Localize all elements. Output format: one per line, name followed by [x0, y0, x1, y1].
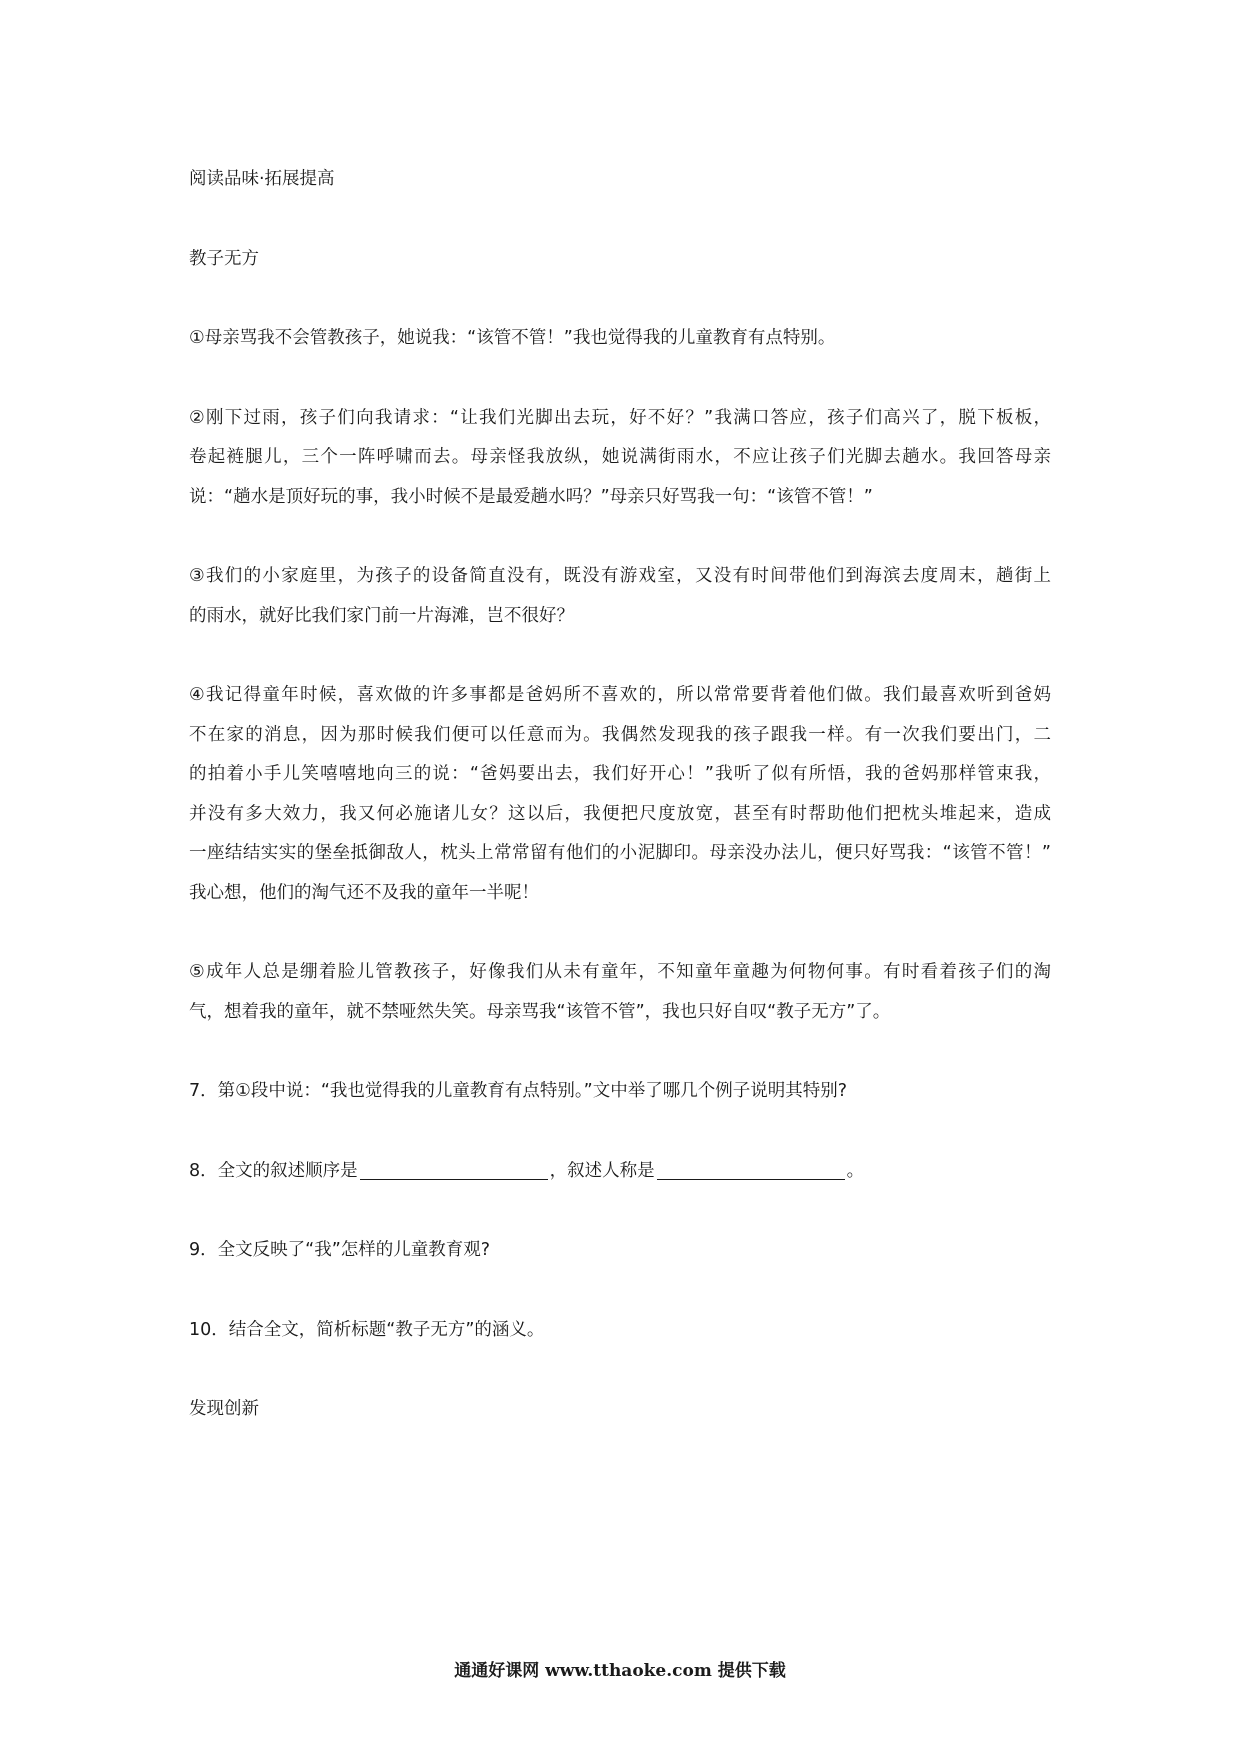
- paragraph-4: [189, 676, 1051, 913]
- footer-site-name: 通通好课网: [454, 1661, 540, 1681]
- footer-url: www.tthaoke.com: [545, 1661, 712, 1681]
- paragraph-line: 我心想，他们的淘气还不及我的童年一半呢！: [189, 882, 539, 903]
- paragraph-3: [189, 557, 1051, 636]
- paragraph-5: [189, 953, 1051, 1032]
- paragraph-line: ①母亲骂我不会管教孩子，她说我：“该管不管！”我也觉得我的儿童教育有点特别。: [189, 328, 836, 348]
- question-9: 9．全文反映了“我”怎样的儿童教育观?: [189, 1240, 491, 1260]
- paragraph-line: 说：“趟水是顶好玩的事，我小时候不是最爱趟水吗？”母亲只好骂我一句：“该管不管！”: [189, 486, 873, 507]
- footer-suffix: 提供下载: [717, 1661, 786, 1681]
- answer-blank-order[interactable]: [360, 1157, 548, 1180]
- paragraph-line: ④我记得童年时候，喜欢做的许多事都是爸妈所不喜欢的，所以常常要背着他们做。我们最喜欢听到爸妈: [189, 685, 1051, 705]
- paragraph-line: 卷起裢腿儿，三个一阵呼啸而去。母亲怪我放纵，她说满街雨水，不应让孩子们光脚去趟水。我回答母亲: [189, 447, 1051, 467]
- question-8-suffix: 。: [846, 1160, 865, 1181]
- closing-header: 发现创新: [189, 1399, 259, 1419]
- paragraph-line: ③我们的小家庭里，为孩子的设备简直没有，既没有游戏室，又没有时间带他们到海滨去度周末，趟街上: [189, 566, 1051, 586]
- paragraph-line: 一座结结实实的堡垒抵御敌人，枕头上常常留有他们的小泥脚印。母亲没办法儿，便只好骂我：“该管不管！”: [189, 843, 1051, 863]
- question-10: 10．结合全文，简析标题“教子无方”的涵义。: [189, 1319, 545, 1340]
- question-8: [189, 1152, 1051, 1192]
- paragraph-2: [189, 399, 1051, 518]
- paragraph-line: ②刚下过雨，孩子们向我请求：“让我们光脚出去玩，好不好？”我满口答应，孩子们高兴了，脱下板板，: [189, 407, 1051, 428]
- question-8-prefix: 8．全文的叙述顺序是: [189, 1160, 358, 1181]
- paragraph-line: 的拍着小手儿笑嘻嘻地向三的说：“爸妈要出去，我们好开心！”我听了似有所悟，我的爸妈那样管束我，: [189, 764, 1051, 784]
- paragraph-line: ⑤成年人总是绷着脸儿管教孩子，好像我们从未有童年，不知童年童趣为何物何事。有时看着孩子们的淘: [189, 962, 1051, 982]
- paragraph-line: 不在家的消息，因为那时候我们便可以任意而为。我偶然发现我的孩子跟我一样。有一次我们要出门，二: [189, 724, 1051, 745]
- article-title: 教子无方: [189, 248, 259, 269]
- question-7: 7．第①段中说：“我也觉得我的儿童教育有点特别。”文中举了哪几个例子说明其特别?: [189, 1081, 847, 1101]
- paragraph-line: 气，想着我的童年，就不禁哑然失笑。母亲骂我“该管不管”，我也只好自叹“教子无方”了。: [189, 1001, 891, 1022]
- section-header: 阅读品味·拓展提高: [189, 169, 335, 189]
- question-8-middle: ，叙述人称是: [549, 1160, 655, 1181]
- document-body: [189, 160, 1051, 1430]
- paragraph-1: [189, 319, 1051, 359]
- paragraph-line: 并没有多大效力，我又何必施诸儿女？这以后，我便把尺度放宽，甚至有时帮助他们把枕头堆起来，造成: [189, 803, 1051, 824]
- questions-section: [189, 1072, 1051, 1350]
- paragraph-line: 的雨水，就好比我们家门前一片海滩，岂不很好？: [189, 605, 574, 626]
- answer-blank-person[interactable]: [657, 1157, 845, 1180]
- footer-download-note: [0, 1656, 1240, 1681]
